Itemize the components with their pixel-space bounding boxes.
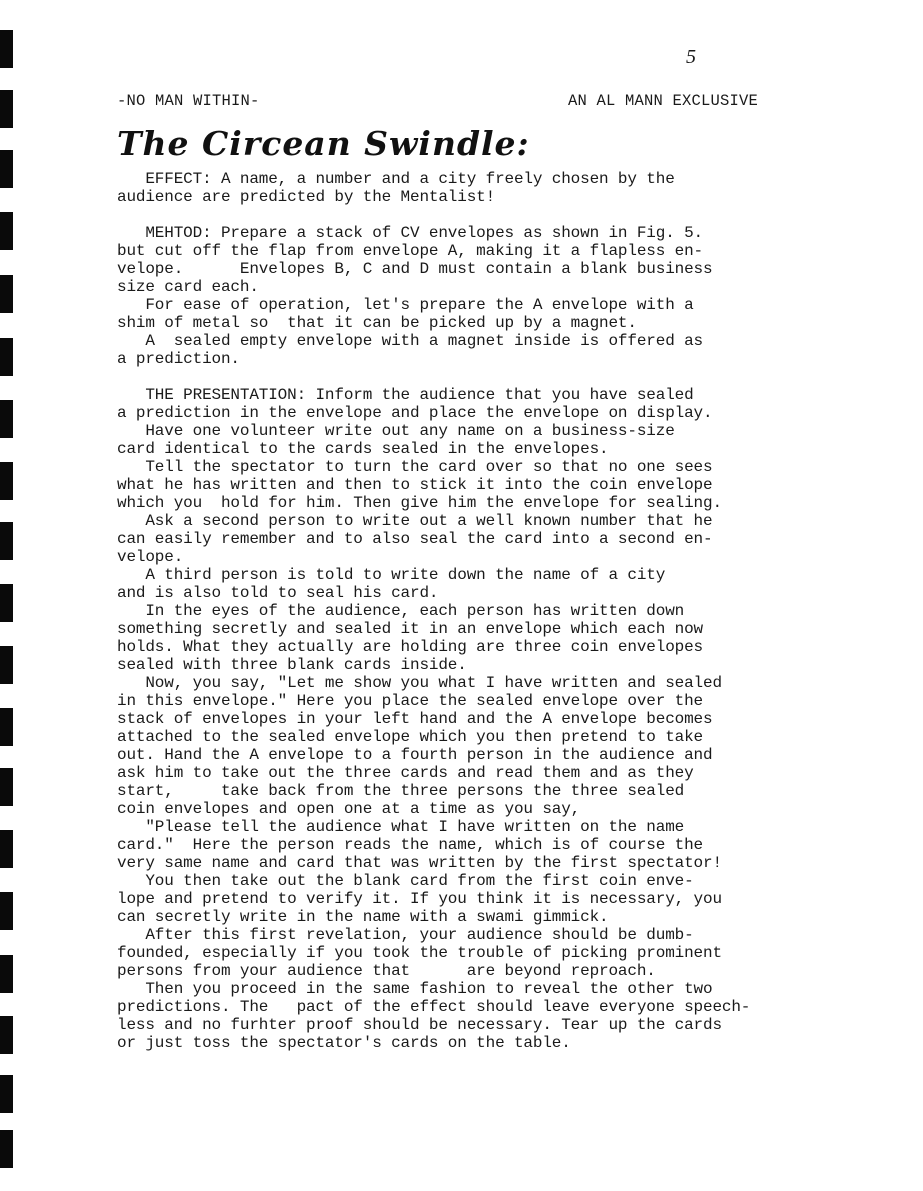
text-line: start, take back from the three persons the three sealed (117, 782, 685, 800)
article-title: The Circean Swindle: (117, 124, 530, 163)
text-line: can secretly write in the name with a swami gimmick. (117, 908, 609, 926)
paragraph-gap (117, 206, 857, 224)
text-line: Now, you say, "Let me show you what I have written and sealed (117, 674, 722, 692)
text-line: card identical to the cards sealed in the envelopes. (117, 440, 609, 458)
binder-hole (0, 768, 13, 806)
page-number: 5 (686, 46, 696, 68)
text-line: which you hold for him. Then give him the envelope for sealing. (117, 494, 722, 512)
text-line: lope and pretend to verify it. If you think it is necessary, you (117, 890, 722, 908)
text-line: Have one volunteer write out any name on a business-size (117, 422, 675, 440)
text-line: something secretly and sealed it in an envelope which each now (117, 620, 703, 638)
text-line: can easily remember and to also seal the card into a second en- (117, 530, 713, 548)
text-line: Then you proceed in the same fashion to reveal the other two (117, 980, 713, 998)
text-line: coin envelopes and open one at a time as you say, (117, 800, 581, 818)
paragraph-gap (117, 368, 857, 386)
text-line: holds. What they actually are holding are three coin envelopes (117, 638, 703, 656)
binder-hole (0, 1075, 13, 1113)
text-line: ask him to take out the three cards and read them and as they (117, 764, 694, 782)
text-line: attached to the sealed envelope which you then pretend to take (117, 728, 703, 746)
binder-hole (0, 1016, 13, 1054)
binder-hole (0, 275, 13, 313)
text-line: Ask a second person to write out a well known number that he (117, 512, 713, 530)
text-line: In the eyes of the audience, each person has written down (117, 602, 685, 620)
binder-hole (0, 646, 13, 684)
text-line: or just toss the spectator's cards on the table. (117, 1034, 571, 1052)
text-line: out. Hand the A envelope to a fourth person in the audience and (117, 746, 713, 764)
binder-hole (0, 150, 13, 188)
binder-hole (0, 830, 13, 868)
text-line: A sealed empty envelope with a magnet inside is offered as (117, 332, 703, 350)
binder-hole (0, 955, 13, 993)
text-line: a prediction. (117, 350, 240, 368)
text-line: velope. (117, 548, 184, 566)
text-line: You then take out the blank card from the first coin enve- (117, 872, 694, 890)
article-body (117, 170, 857, 1052)
binder-holes (0, 0, 14, 1191)
text-line: "Please tell the audience what I have written on the name (117, 818, 685, 836)
binder-hole (0, 212, 13, 250)
text-line: size card each. (117, 278, 259, 296)
text-line: card." Here the person reads the name, which is of course the (117, 836, 703, 854)
text-line: persons from your audience that are beyond reproach. (117, 962, 656, 980)
text-line: a prediction in the envelope and place the envelope on display. (117, 404, 713, 422)
text-line: shim of metal so that it can be picked up by a magnet. (117, 314, 637, 332)
text-line: Tell the spectator to turn the card over so that no one sees (117, 458, 713, 476)
binder-hole (0, 1130, 13, 1168)
binder-hole (0, 584, 13, 622)
binder-hole (0, 30, 13, 68)
header-exclusive: AN AL MANN EXCLUSIVE (568, 92, 759, 110)
text-line: founded, especially if you took the trouble of picking prominent (117, 944, 722, 962)
header-chapter: -NO MAN WITHIN- (117, 92, 260, 110)
text-line: After this first revelation, your audience should be dumb- (117, 926, 694, 944)
text-line: sealed with three blank cards inside. (117, 656, 467, 674)
binder-hole (0, 462, 13, 500)
binder-hole (0, 892, 13, 930)
text-line: MEHTOD: Prepare a stack of CV envelopes as shown in Fig. 5. (117, 224, 703, 242)
text-line: stack of envelopes in your left hand and the A envelope becomes (117, 710, 713, 728)
text-line: For ease of operation, let's prepare the A envelope with a (117, 296, 694, 314)
text-line: in this envelope." Here you place the sealed envelope over the (117, 692, 703, 710)
text-line: predictions. The pact of the effect should leave everyone speech- (117, 998, 751, 1016)
text-line: less and no furhter proof should be necessary. Tear up the cards (117, 1016, 722, 1034)
text-line: very same name and card that was written by the first spectator! (117, 854, 722, 872)
text-line: THE PRESENTATION: Inform the audience that you have sealed (117, 386, 694, 404)
binder-hole (0, 338, 13, 376)
text-line: what he has written and then to stick it into the coin envelope (117, 476, 713, 494)
binder-hole (0, 522, 13, 560)
text-line: but cut off the flap from envelope A, making it a flapless en- (117, 242, 703, 260)
binder-hole (0, 90, 13, 128)
binder-hole (0, 400, 13, 438)
text-line: EFFECT: A name, a number and a city freely chosen by the (117, 170, 675, 188)
text-line: A third person is told to write down the name of a city (117, 566, 666, 584)
text-line: velope. Envelopes B, C and D must contain a blank business (117, 260, 713, 278)
binder-hole (0, 708, 13, 746)
text-line: audience are predicted by the Mentalist! (117, 188, 496, 206)
text-line: and is also told to seal his card. (117, 584, 439, 602)
